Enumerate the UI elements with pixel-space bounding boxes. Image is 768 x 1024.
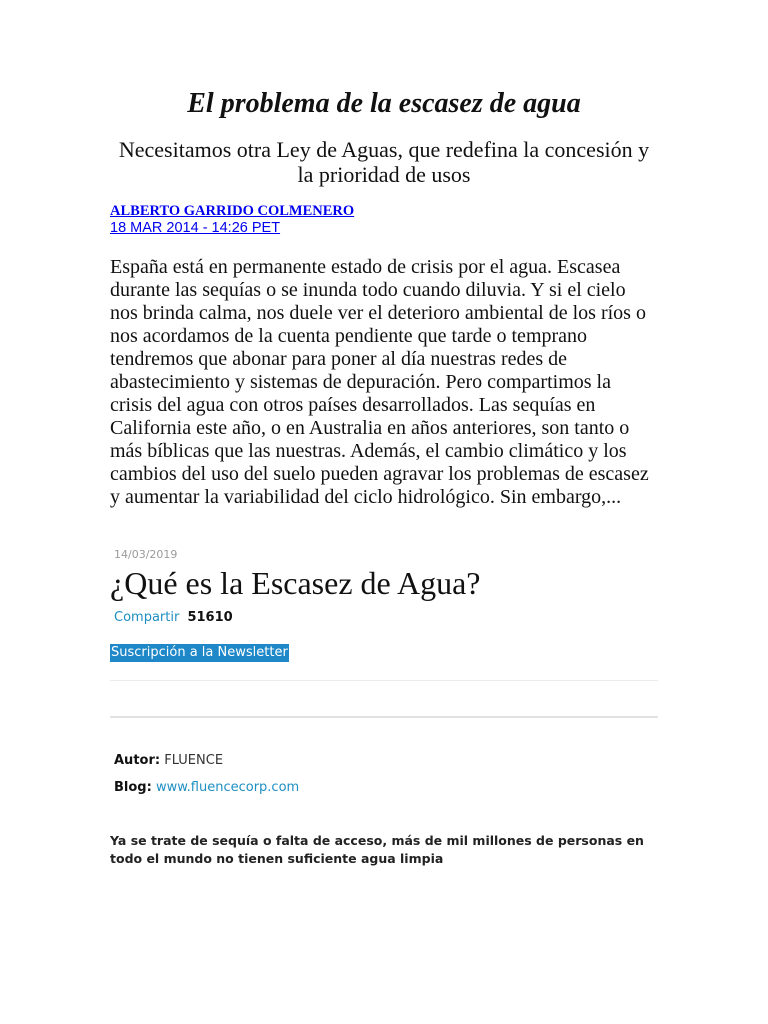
divider: [110, 680, 658, 681]
post-blog-row: [114, 779, 299, 797]
post-lead: Ya se trate de sequía o falta de acceso, más de mil millones de personas en todo el mundo no tienen suficiente agua limpia: [110, 833, 644, 866]
author-label: Autor:: [114, 753, 161, 768]
article-title: El problema de la escasez de agua: [187, 88, 581, 119]
divider: [110, 716, 658, 718]
share-row: [114, 609, 233, 627]
post-date: 14/03/2019: [114, 548, 178, 561]
article-subtitle: Necesitamos otra Ley de Aguas, que redefina la concesión y la prioridad de usos: [118, 137, 650, 187]
post-author-row: [114, 752, 223, 770]
share-link[interactable]: Compartir: [114, 610, 180, 625]
author-link[interactable]: ALBERTO GARRIDO COLMENERO: [110, 203, 355, 219]
share-count: 51610: [187, 610, 233, 625]
newsletter-subscribe-link[interactable]: Suscripción a la Newsletter: [111, 645, 288, 660]
post-title: ¿Qué es la Escasez de Agua?: [110, 565, 481, 601]
article-body: España está en permanente estado de crisis por el agua. Escasea durante las sequías o se inunda todo cuando diluvia. Y si el cielo nos brinda calma, nos duele ver el deterioro ambiental de los ríos o nos acordamos de la cuenta pendiente que tarde o temprano tendremos que abonar para poner al día nuestras redes de abastecimiento y sistemas de depuración. Pero compartimos la crisis del agua con otros países desarrollados. Las sequías en California este año, o en Australia en años anteriores, son tanto o más bíblicas que las nuestras. Además, el cambio climático y los cambios del uso del suelo pueden agravar los problemas de escasez y aumentar la variabilidad del ciclo hidrológico. Sin embargo,...: [110, 256, 649, 508]
blog-link[interactable]: www.fluencecorp.com: [155, 780, 300, 795]
author-value: FLUENCE: [164, 753, 224, 768]
blog-label: Blog:: [114, 780, 152, 795]
article-date-link[interactable]: 18 MAR 2014 - 14:26 PET: [110, 220, 281, 236]
